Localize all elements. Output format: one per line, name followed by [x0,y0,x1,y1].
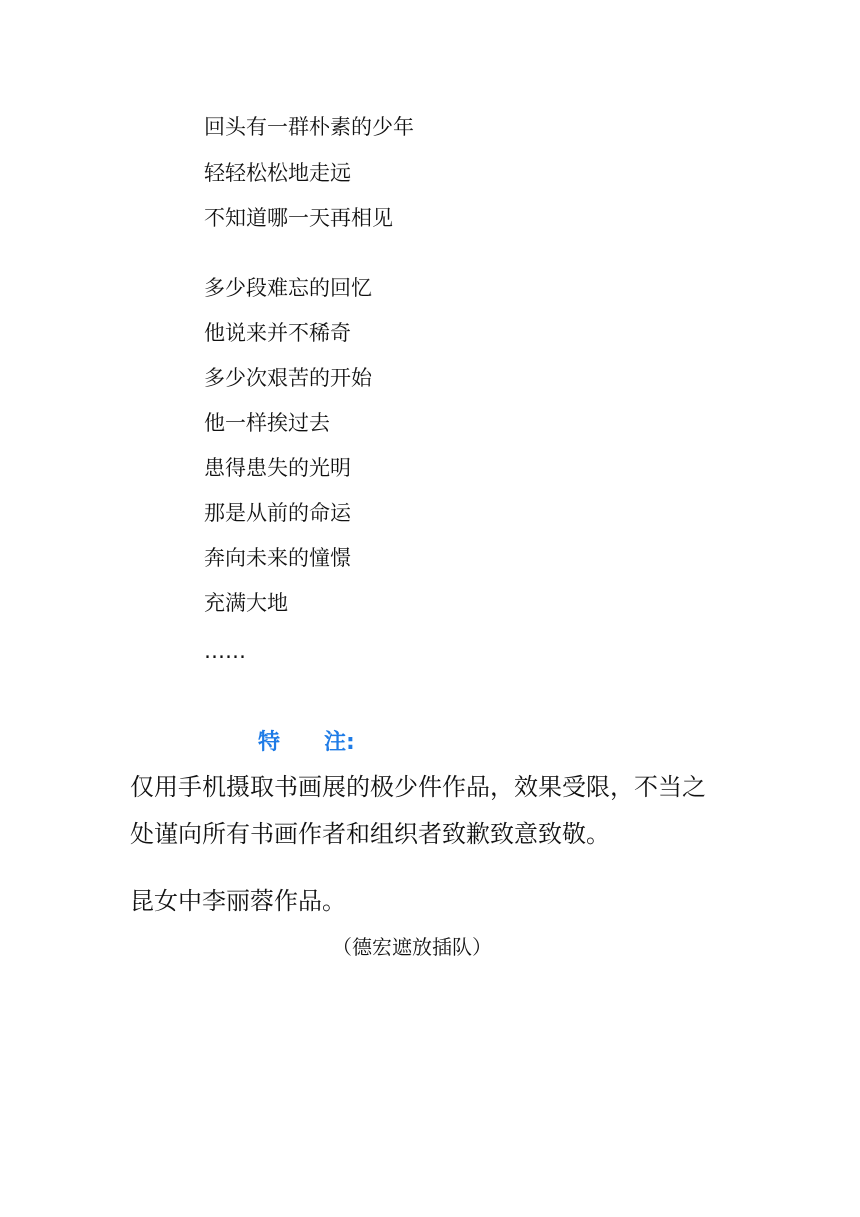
poem-line: 多少次艰苦的开始 [204,366,372,390]
poem-line: 多少段难忘的回忆 [204,276,372,300]
poem-line: 患得患失的光明 [204,456,351,480]
poem-ellipsis: …… [204,639,246,663]
poem-line: 回头有一群朴素的少年 [204,115,414,139]
poem-line: 奔向未来的憧憬 [204,546,351,570]
poem-line: 他一样挨过去 [204,411,330,435]
note-heading [258,729,355,757]
poem-line: 不知道哪一天再相见 [204,206,393,230]
note-heading-part-1: 特 [258,730,281,755]
note-heading-part-2: 注: [324,730,355,755]
credit-line: （德宏遮放插队） [332,935,492,959]
note-line-2: 处谨向所有书画作者和组织者致歉致意致敬。 [130,820,610,848]
poem-line: 充满大地 [204,591,288,615]
artist-caption: 昆女中李丽蓉作品。 [130,887,346,915]
poem-line: 那是从前的命运 [204,501,351,525]
note-line-1: 仅用手机摄取书画展的极少件作品，效果受限，不当之 [130,773,706,801]
poem-line: 轻轻松松地走远 [204,161,351,185]
poem-line: 他说来并不稀奇 [204,321,351,345]
